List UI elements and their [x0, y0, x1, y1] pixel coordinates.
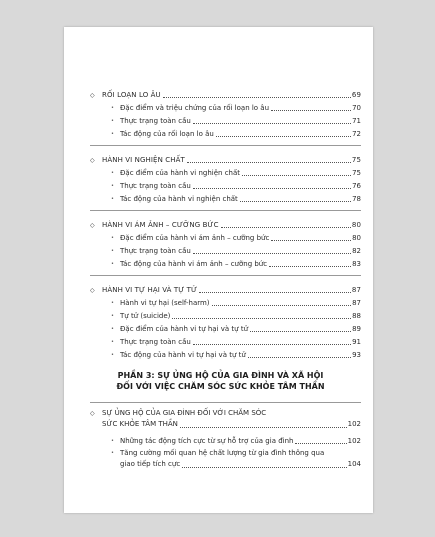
page-number: 87 [351, 286, 361, 294]
page-number: 102 [347, 420, 361, 428]
leader-dots [271, 109, 351, 111]
bullet-icon: • [111, 105, 114, 111]
toc-section [90, 216, 361, 269]
leader-dots [193, 122, 351, 124]
bullet-icon: • [111, 313, 114, 319]
bullet-icon: • [111, 450, 114, 456]
leader-dots [248, 356, 351, 358]
bullet-icon: • [111, 326, 114, 332]
toc-entry[interactable] [90, 243, 361, 256]
toc-entry[interactable] [90, 126, 361, 139]
section-title: HÀNH VI NGHIỆN CHẤT [102, 156, 185, 164]
page-number: 88 [352, 312, 361, 320]
leader-dots [240, 200, 351, 202]
entry-label: Thực trạng toàn cầu [120, 338, 191, 346]
page-number: 69 [351, 91, 361, 99]
toc-section-heading[interactable] [90, 86, 361, 100]
page-number: 93 [352, 351, 361, 359]
leader-dots [271, 239, 351, 241]
diamond-icon: ◇ [90, 157, 95, 164]
leader-dots [193, 187, 351, 189]
leader-dots [187, 161, 351, 163]
leader-dots [250, 330, 351, 332]
toc-section-heading[interactable] [90, 408, 361, 430]
page-number: 83 [352, 260, 361, 268]
entry-label: Thực trạng toàn cầu [120, 247, 191, 255]
leader-dots [295, 442, 346, 444]
page-number: 91 [352, 338, 361, 346]
toc-entry[interactable] [90, 165, 361, 178]
entry-label: Hành vi tự hại (self-harm) [120, 299, 210, 307]
toc-page [64, 27, 373, 513]
toc-entry[interactable] [90, 191, 361, 204]
bullet-icon: • [111, 196, 114, 202]
toc-section [90, 281, 361, 360]
page-number: 72 [352, 130, 361, 138]
bullet-icon: • [111, 170, 114, 176]
entry-label-tail [120, 459, 361, 470]
bullet-icon: • [111, 339, 114, 345]
leader-dots [180, 426, 347, 428]
page-number: 102 [347, 437, 361, 445]
leader-dots [221, 226, 351, 228]
toc-section [90, 151, 361, 204]
entry-label: Thực trạng toàn cầu [120, 117, 191, 125]
bullet-icon: • [111, 248, 114, 254]
toc-entry[interactable] [90, 256, 361, 269]
toc-entry[interactable] [90, 347, 361, 360]
entry-label: Những tác động tích cực từ sự hỗ trợ của gia đình [120, 437, 294, 445]
part-heading-line: PHẦN 3: SỰ ỦNG HỘ CỦA GIA ĐÌNH VÀ XÃ HỘI [117, 371, 324, 380]
entry-label [120, 448, 361, 470]
toc-entry[interactable] [90, 230, 361, 243]
bullet-icon: • [111, 183, 114, 189]
entry-label: Tự tử (suicide) [120, 312, 171, 320]
toc-section [90, 408, 361, 470]
page-number: 75 [351, 156, 361, 164]
entry-label: Đặc điểm và triệu chứng của rối loạn lo âu [120, 104, 270, 112]
bullet-icon: • [111, 438, 114, 444]
bullet-icon: • [111, 131, 114, 137]
diamond-icon: ◇ [90, 92, 95, 99]
section-title: HÀNH VI ÁM ẢNH – CƯỠNG BỨC [102, 221, 219, 229]
page-number: 76 [352, 182, 361, 190]
page-number: 87 [352, 299, 361, 307]
entry-label: Đặc điểm của hành vi tự hại và tự tử [120, 325, 249, 333]
toc-entry[interactable] [90, 321, 361, 334]
toc-entry[interactable] [90, 178, 361, 191]
section-divider [90, 210, 361, 211]
toc-section-heading[interactable] [90, 216, 361, 230]
toc-entry[interactable] [90, 433, 361, 446]
toc-entry[interactable] [90, 113, 361, 126]
diamond-icon: ◇ [90, 410, 95, 417]
section-title-tail [102, 419, 361, 430]
bullet-icon: • [111, 261, 114, 267]
leader-dots [216, 135, 351, 137]
toc-entry[interactable] [90, 100, 361, 113]
leader-dots [212, 304, 352, 306]
leader-dots [269, 265, 351, 267]
toc-section [90, 86, 361, 139]
page-number: 70 [352, 104, 361, 112]
toc-entry[interactable] [90, 308, 361, 321]
diamond-icon: ◇ [90, 222, 95, 229]
section-title: HÀNH VI TỰ HẠI VÀ TỰ TỬ [102, 286, 198, 294]
page-number: 82 [352, 247, 361, 255]
section-title: RỐI LOẠN LO ÂU [102, 91, 161, 99]
toc-section-heading[interactable] [90, 151, 361, 165]
entry-label: Đặc điểm của hành vi ám ảnh – cưỡng bức [120, 234, 270, 242]
page-number: 89 [352, 325, 361, 333]
entry-label: Tác động của hành vi ám ảnh – cưỡng bức [120, 260, 268, 268]
section-divider [90, 275, 361, 276]
bullet-icon: • [111, 352, 114, 358]
leader-dots [182, 466, 346, 468]
entry-label: Thực trạng toàn cầu [120, 182, 191, 190]
leader-dots [242, 174, 351, 176]
toc-entry[interactable] [90, 295, 361, 308]
toc-entry[interactable] [90, 448, 361, 470]
leader-dots [199, 291, 351, 293]
page-number: 80 [352, 234, 361, 242]
page-number: 71 [352, 117, 361, 125]
section-divider [90, 145, 361, 146]
entry-label: Đặc điểm của hành vi nghiện chất [120, 169, 241, 177]
leader-dots [163, 96, 351, 98]
entry-label: Tác động của hành vi tự hại và tự tử [120, 351, 246, 359]
leader-dots [193, 343, 351, 345]
bullet-icon: • [111, 118, 114, 124]
page-number: 75 [352, 169, 361, 177]
page-number: 80 [351, 221, 361, 229]
leader-dots [193, 252, 351, 254]
entry-label-line: giao tiếp tích cực [120, 460, 181, 468]
part-heading-line: ĐỐI VỚI VIỆC CHĂM SÓC SỨC KHỎE TÂM THẦN [116, 382, 325, 391]
entry-label: Tác động của hành vi nghiện chất [120, 195, 238, 203]
diamond-icon: ◇ [90, 287, 95, 294]
leader-dots [172, 317, 351, 319]
toc-section-heading[interactable] [90, 281, 361, 295]
entry-label: Tác động của rối loạn lo âu [120, 130, 214, 138]
part-heading [90, 370, 361, 392]
section-divider [90, 402, 361, 403]
bullet-icon: • [111, 235, 114, 241]
page-number: 78 [352, 195, 361, 203]
entry-label-line: Tăng cường mối quan hệ chất lượng từ gia đình thông qua [120, 449, 325, 457]
section-title-line: SỰ ỦNG HỘ CỦA GIA ĐÌNH ĐỐI VỚI CHĂM SÓC [102, 409, 267, 417]
bullet-icon: • [111, 300, 114, 306]
section-title-line: SỨC KHỎE TÂM THẦN [102, 420, 178, 428]
section-title [102, 408, 361, 430]
toc-entry[interactable] [90, 334, 361, 347]
page-number: 104 [347, 460, 361, 468]
